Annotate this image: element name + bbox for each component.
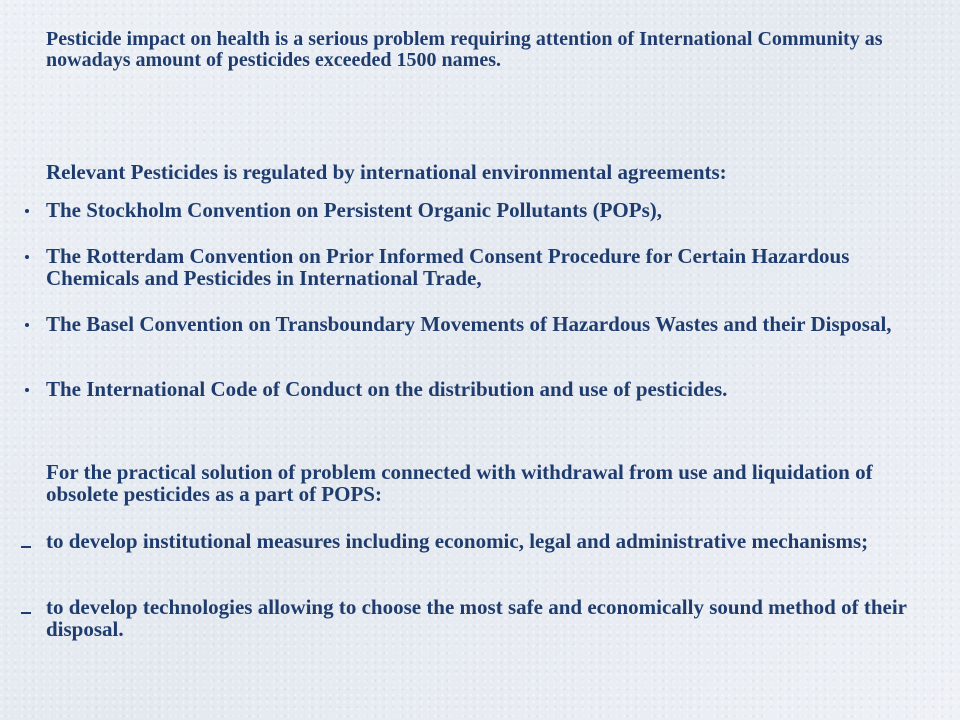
measure-institutional: to develop institutional measures including economic, legal and administrative mechanisms; [46,529,869,553]
dash-bullet-icon [20,540,34,546]
intro-paragraph: Pesticide impact on health is a serious problem requiring attention of International Community as nowadays amount of pesticides exceeded 1500 names. [46,28,883,71]
agreement-rotterdam: The Rotterdam Convention on Prior Informed Consent Procedure for Certain Hazardous Chemicals and Pesticides in International Trade, [46,244,850,290]
practical-solution-paragraph: For the practical solution of problem connected with withdrawal from use and liquidation of obsolete pesticides as a part of POPS: [46,460,873,506]
bullet-dot-icon [20,255,34,261]
bullet-dot-icon [20,388,34,394]
dash-bullet-icon [20,606,34,612]
agreement-basel: The Basel Convention on Transboundary Movements of Hazardous Wastes and their Disposal, [46,312,892,336]
bullet-dot-icon [20,323,34,329]
agreement-stockholm: The Stockholm Convention on Persistent Organic Pollutants (POPs), [46,198,663,222]
agreement-code-of-conduct: The International Code of Conduct on the distribution and use of pesticides. [46,377,728,401]
bullet-dot-icon [20,209,34,215]
agreements-heading: Relevant Pesticides is regulated by international environmental agreements: [46,160,727,184]
measure-technologies: to develop technologies allowing to choose the most safe and economically sound method of their disposal. [46,595,907,641]
